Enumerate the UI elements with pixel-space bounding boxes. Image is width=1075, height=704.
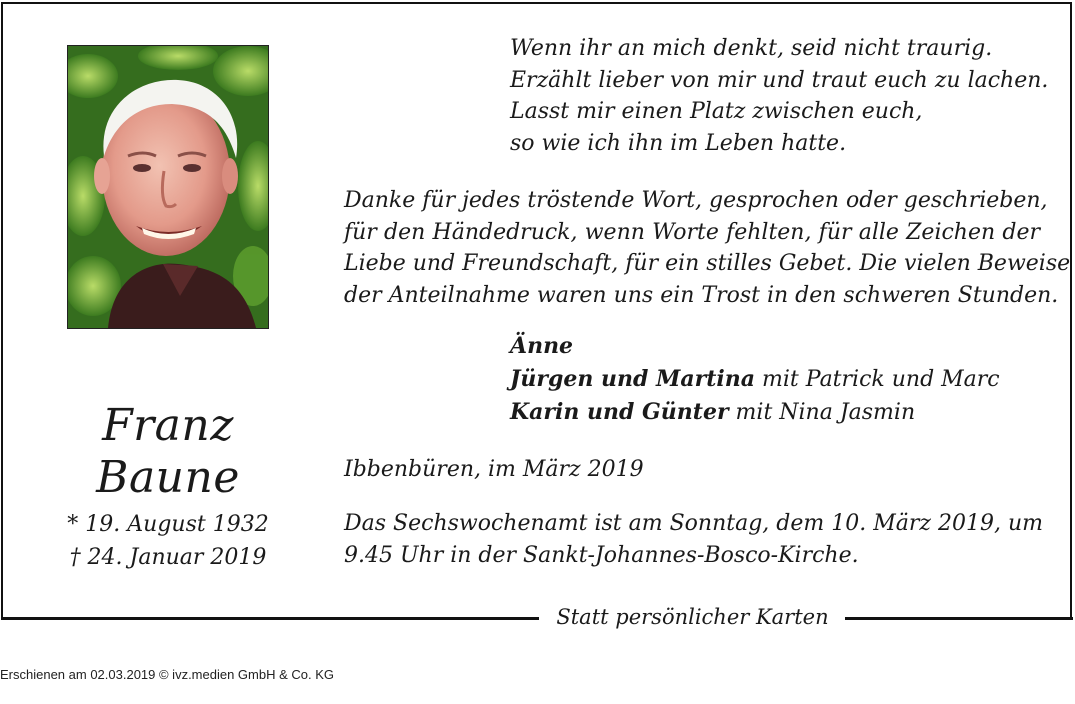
thanks-line: für den Händedruck, wenn Worte fehlten, für alle Zeichen der [344, 219, 1040, 245]
family-name: Karin und Günter [510, 399, 729, 425]
family-signatures [510, 330, 1050, 429]
publication-imprint: Erschienen am 02.03.2019 © ivz.medien GmbH & Co. KG [0, 667, 335, 682]
family-children: mit Nina Jasmin [728, 400, 916, 425]
service-notice [344, 508, 1043, 571]
poem-line: so wie ich ihn im Leben hatte. [510, 130, 847, 156]
service-line: Das Sechswochenamt ist am Sonntag, dem 10. März 2019, um [344, 511, 1043, 536]
footer-caption: Statt persönlicher Karten [556, 605, 829, 629]
bottom-rule-left [1, 617, 539, 620]
thanks-line: der Anteilnahme waren uns ein Trost in den schweren Stunden. [344, 282, 1059, 308]
family-name: Änne [510, 333, 574, 359]
portrait-photo [67, 45, 269, 329]
family-line [510, 330, 1050, 363]
deceased-first-name: Franz [102, 400, 234, 451]
birth-date: * 19. August 1932 [67, 512, 269, 537]
place-date: Ibbenbüren, im März 2019 [344, 457, 644, 482]
deceased-block [50, 400, 286, 574]
family-line [510, 363, 1050, 396]
thanks-line: Danke für jedes tröstende Wort, gesprochen oder geschrieben, [344, 188, 1048, 213]
thanks-paragraph [344, 185, 1071, 311]
family-name: Jürgen und Martina [510, 366, 756, 392]
family-line [510, 396, 1050, 429]
poem-line: Wenn ihr an mich denkt, seid nicht traurig. [510, 36, 993, 61]
poem-line: Lasst mir einen Platz zwischen euch, [510, 99, 923, 124]
poem-line: Erzählt lieber von mir und traut euch zu lachen. [510, 67, 1049, 93]
bottom-rule-right [845, 617, 1073, 620]
deceased-last-name: Baune [96, 452, 240, 503]
thanks-line: Liebe und Freundschaft, für ein stilles Gebet. Die vielen Beweise [344, 251, 1071, 276]
poem [510, 33, 1050, 159]
death-date: † 24. Januar 2019 [69, 545, 267, 570]
family-children: mit Patrick und Marc [755, 367, 1000, 392]
service-line: 9.45 Uhr in der Sankt-Johannes-Bosco-Kirche. [344, 542, 859, 568]
